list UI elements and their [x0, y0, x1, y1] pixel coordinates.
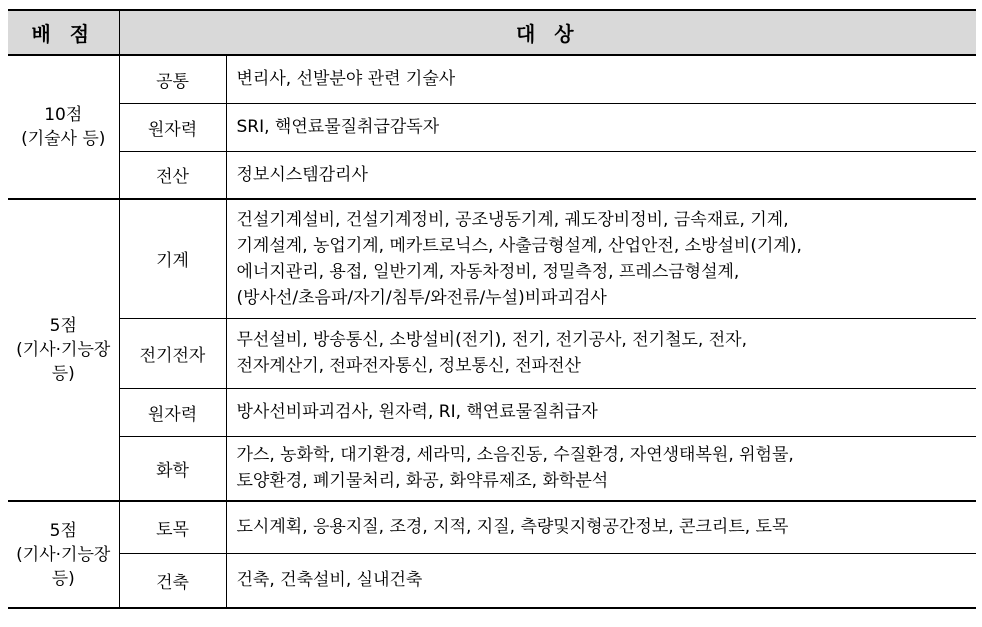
score-note-cont: 등)	[51, 568, 75, 589]
items-cell	[226, 103, 976, 151]
table-row	[8, 55, 976, 103]
items-cell	[226, 436, 976, 501]
score-note: (기술사 등)	[21, 129, 106, 149]
score-value: 5점	[49, 316, 77, 336]
header-target: 대 상	[119, 10, 976, 55]
table-row	[8, 553, 976, 608]
table-row	[8, 388, 976, 436]
items-line: 변리사, 선발분야 관련 기술사	[236, 69, 456, 90]
table-row	[8, 103, 976, 151]
score-cell	[8, 199, 119, 501]
category-cell: 공통	[119, 55, 226, 103]
items-line: 건설기계설비, 건설기계정비, 공조냉동기계, 궤도장비정비, 금속재료, 기계,	[236, 209, 789, 230]
table-header-row	[8, 10, 976, 55]
items-cell	[226, 553, 976, 608]
score-cell	[8, 501, 119, 608]
items-cell	[226, 388, 976, 436]
score-note-cont: 등)	[51, 364, 75, 384]
category-cell: 원자력	[119, 388, 226, 436]
items-line: (방사선/초음파/자기/침투/와전류/누설)비파괴검사	[236, 287, 607, 308]
score-note: (기사·기능장	[16, 544, 111, 565]
items-line: 정보시스템감리사	[236, 164, 368, 185]
items-line: SRI, 핵연료물질취급감독자	[236, 117, 440, 137]
items-cell	[226, 151, 976, 199]
items-line: 토양환경, 폐기물처리, 화공, 화약류제조, 화학분석	[236, 471, 609, 492]
items-line: 도시계획, 응용지질, 조경, 지적, 지질, 측량및지형공간정보, 콘크리트, 토목	[236, 517, 789, 538]
items-cell	[226, 318, 976, 388]
items-line: 에너지관리, 용접, 일반기계, 자동차정비, 정밀측정, 프레스금형설계,	[236, 261, 740, 282]
items-cell	[226, 199, 976, 318]
items-line: 건축, 건축설비, 실내건축	[236, 570, 423, 591]
items-line: 가스, 농화학, 대기환경, 세라믹, 소음진동, 수질환경, 자연생태복원, 위험물,	[236, 445, 794, 466]
score-value: 10점	[44, 105, 83, 125]
category-cell: 기계	[119, 199, 226, 318]
table-row	[8, 151, 976, 199]
score-value: 5점	[49, 520, 77, 541]
header-score: 배 점	[8, 10, 119, 55]
category-cell: 전산	[119, 151, 226, 199]
items-line: 방사선비파괴검사, 원자력, RI, 핵연료물질취급자	[236, 402, 598, 422]
category-cell: 원자력	[119, 103, 226, 151]
table-row	[8, 199, 976, 318]
scoring-table	[8, 9, 976, 609]
score-cell	[8, 55, 119, 199]
score-note: (기사·기능장	[16, 340, 111, 360]
table-row	[8, 501, 976, 553]
table-row	[8, 318, 976, 388]
items-line: 기계설계, 농업기계, 메카트로닉스, 사출금형설계, 산업안전, 소방설비(기계),	[236, 235, 802, 256]
table-row	[8, 436, 976, 501]
items-line: 무선설비, 방송통신, 소방설비(전기), 전기, 전기공사, 전기철도, 전자,	[236, 330, 747, 350]
items-cell	[226, 501, 976, 553]
category-cell: 건축	[119, 553, 226, 608]
category-cell: 화학	[119, 436, 226, 501]
items-line: 전자계산기, 전파전자통신, 정보통신, 전파전산	[236, 356, 581, 376]
items-cell	[226, 55, 976, 103]
category-cell: 토목	[119, 501, 226, 553]
category-cell: 전기전자	[119, 318, 226, 388]
